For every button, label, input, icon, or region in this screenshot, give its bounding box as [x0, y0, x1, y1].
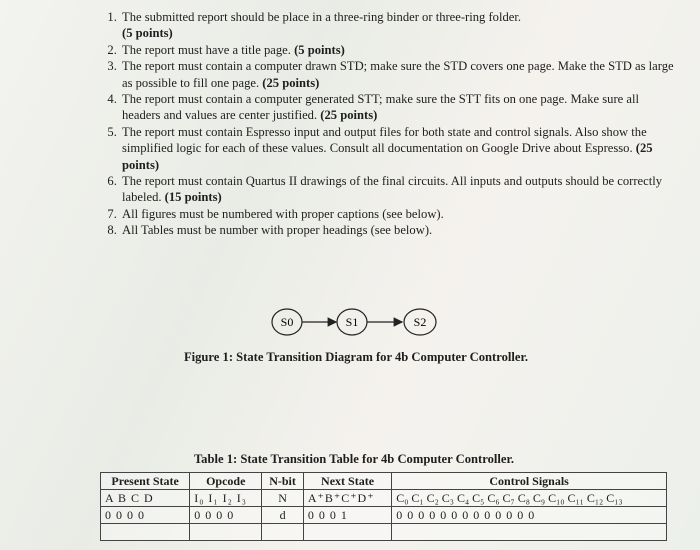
table-row: [101, 507, 667, 524]
cell-present-state: 0 0 0 0: [101, 507, 190, 524]
requirement-text: The report must contain a computer generated STT; make sure the STT fits on one page. Make sure all headers and values are center justified.: [122, 92, 640, 123]
cell-empty: [190, 524, 262, 541]
requirement-text: All figures must be numbered with proper captions (see below).: [122, 206, 444, 221]
cell-empty: [392, 524, 667, 541]
requirement-points: (15 points): [164, 190, 222, 205]
state-transition-table: [100, 472, 667, 541]
state-transition-diagram: [270, 305, 450, 341]
requirement-item: [120, 206, 680, 222]
state-label-s0: S0: [280, 315, 294, 329]
requirement-text: The submitted report should be place in a three-ring binder or three-ring folder.: [122, 10, 522, 24]
cell-control-signals: 0 0 0 0 0 0 0 0 0 0 0 0 0: [392, 507, 667, 524]
requirements-list: [100, 9, 680, 239]
requirement-item: [120, 173, 680, 206]
header-next-state: Next State: [303, 473, 391, 490]
subheader-opcode-bits: I₀ I₁ I₂ I₃: [190, 490, 262, 507]
cell-empty: [101, 524, 190, 541]
table-row: [101, 524, 667, 541]
requirement-text: All Tables must be number with proper headings (see below).: [122, 223, 433, 238]
header-control-signals: Control Signals: [392, 473, 667, 490]
requirement-points: (5 points): [122, 26, 173, 41]
table-header-row: [101, 473, 667, 490]
requirement-text: The report must contain Quartus II drawings of the final circuits. All inputs and outputs should be correctly labeled.: [122, 174, 663, 205]
table-subheader-row: [101, 490, 667, 507]
figure-caption: Figure 1: State Transition Diagram for 4b Computer Controller.: [183, 350, 529, 364]
requirement-points: (25 points): [320, 108, 378, 123]
requirement-item: [120, 42, 680, 58]
header-opcode: Opcode: [190, 473, 262, 490]
cell-next-state: 0 0 0 1: [303, 507, 391, 524]
state-label-s1: S1: [345, 315, 359, 329]
cell-opcode: 0 0 0 0: [190, 507, 262, 524]
state-label-s2: S2: [413, 315, 427, 329]
requirement-points: (25 points): [122, 141, 653, 172]
header-present-state: Present State: [101, 473, 190, 490]
subheader-abcd: A B C D: [101, 490, 190, 507]
requirement-item: [120, 124, 680, 173]
cell-empty: [303, 524, 391, 541]
requirement-item: [120, 91, 680, 124]
requirement-text: The report must contain Espresso input and output files for both state and control signals. Also show the simplified logic for each of these values. Consult all documentation on Google Drive about Espresso.: [122, 124, 647, 156]
requirement-item: [120, 222, 680, 238]
requirement-text: The report must contain a computer drawn STD; make sure the STD covers one page. Make the STD as large as possible to fill one page.: [122, 59, 674, 90]
requirement-item: [120, 58, 680, 91]
cell-n-bit: d: [262, 507, 304, 524]
requirement-points: (25 points): [262, 75, 320, 90]
requirement-text: The report must have a title page.: [122, 42, 291, 57]
subheader-control-signal-bits: C₀ C₁ C₂ C₃ C₄ C₅ C₆ C₇ C₈ C₉ C₁₀ C₁₁ C₁₂ C₁₃: [392, 490, 667, 507]
table-caption: Table 1: State Transition Table for 4b Computer Controller.: [193, 452, 515, 466]
subheader-next-state-bits: A⁺B⁺C⁺D⁺: [303, 490, 391, 507]
requirement-points: (5 points): [294, 42, 345, 57]
requirement-item: [120, 9, 680, 42]
subheader-n: N: [262, 490, 304, 507]
header-n-bit: N-bit: [262, 473, 304, 490]
cell-empty: [262, 524, 304, 541]
